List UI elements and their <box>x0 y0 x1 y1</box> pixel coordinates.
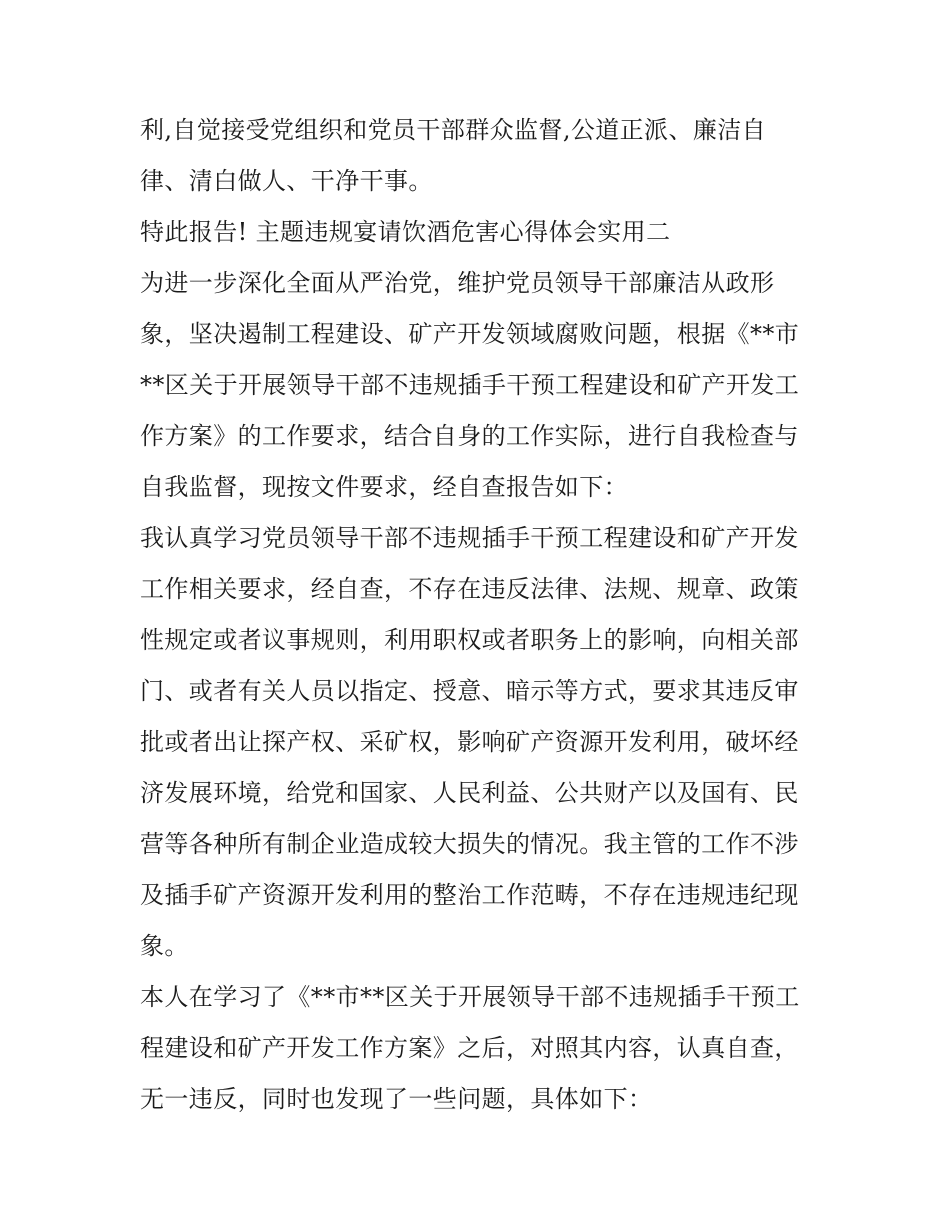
text-line: 批或者出让探产权、采矿权，影响矿产资源开发利用，破坏经 <box>140 728 799 756</box>
text-line: 作方案》的工作要求，结合自身的工作实际，进行自我检查与 <box>140 422 799 450</box>
text-line: 我认真学习党员领导干部不违规插手干预工程建设和矿产开发 <box>140 524 799 552</box>
text-line: 象，坚决遏制工程建设、矿产开发领域腐败问题，根据《**市 <box>140 320 800 348</box>
text-line: 及插手矿产资源开发利用的整治工作范畴，不存在违规违纪现 <box>140 881 799 909</box>
text-line: 程建设和矿产开发工作方案》之后，对照其内容，认真自查， <box>140 1034 799 1062</box>
text-line: 律、清白做人、干净干事。 <box>140 167 433 195</box>
text-line: 为进一步深化全面从严治党，维护党员领导干部廉洁从政形 <box>140 269 775 297</box>
text-line: 特此报告! 主题违规宴请饮酒危害心得体会实用二 <box>140 218 671 246</box>
text-line: 济发展环境，给党和国家、人民利益、公共财产以及国有、民 <box>140 779 799 807</box>
text-line: 本人在学习了《**市**区关于开展领导干部不违规插手干预工 <box>140 983 800 1011</box>
text-line: 自我监督，现按文件要求，经自查报告如下： <box>140 473 628 501</box>
text-line: 营等各种所有制企业造成较大损失的情况。我主管的工作不涉 <box>140 830 799 858</box>
text-line: 无一违反，同时也发现了一些问题，具体如下： <box>140 1085 653 1113</box>
text-line: 象。 <box>140 932 189 960</box>
text-line: 工作相关要求，经自查，不存在违反法律、法规、规章、政策 <box>140 575 799 603</box>
text-line: 性规定或者议事规则，利用职权或者职务上的影响，向相关部 <box>140 626 799 654</box>
text-line: 利,自觉接受党组织和党员干部群众监督,公道正派、廉洁自 <box>140 116 767 144</box>
text-line: **区关于开展领导干部不违规插手干预工程建设和矿产开发工 <box>140 371 800 399</box>
text-line: 门、或者有关人员以指定、授意、暗示等方式，要求其违反审 <box>140 677 799 705</box>
